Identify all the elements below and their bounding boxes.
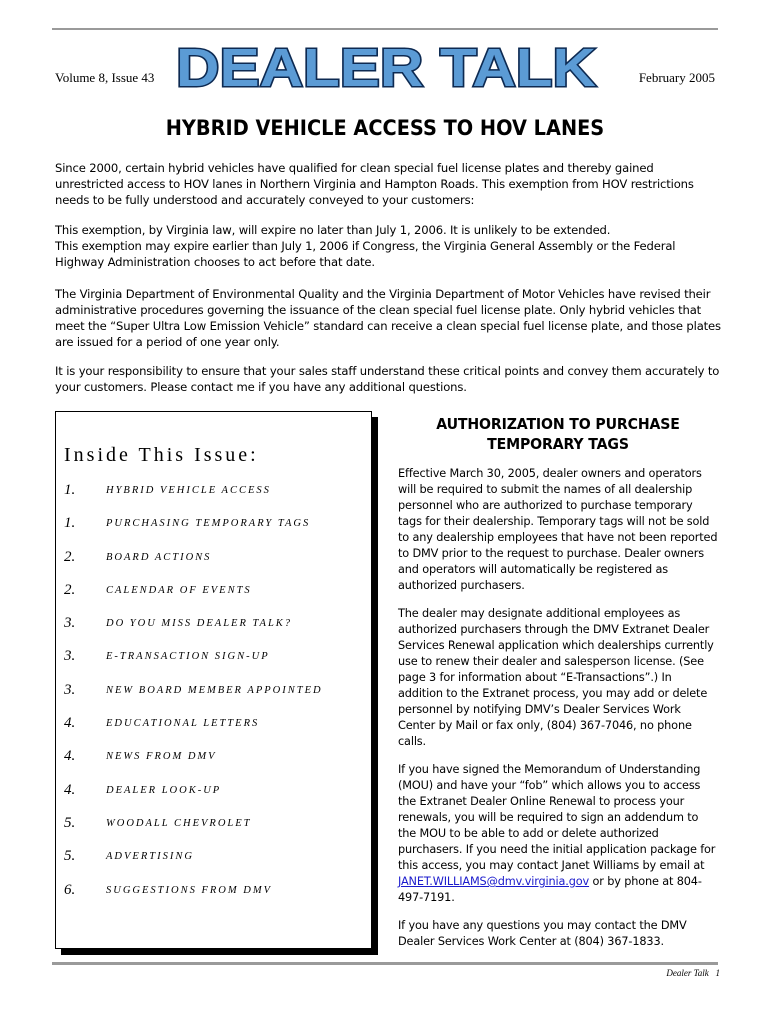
toc-item[interactable] [64, 715, 364, 748]
toc-item[interactable] [64, 582, 364, 615]
footer-publication: Dealer Talk [666, 968, 709, 978]
toc-item-label: E-TRANSACTION SIGN-UP [106, 651, 270, 663]
toc-item-number: 4. [64, 715, 76, 732]
toc-item-number: 3. [64, 648, 76, 665]
toc-item[interactable] [64, 882, 364, 915]
intro-paragraph-3: The Virginia Department of Environmental Quality and the Virginia Department of Motor Vehicles have revised their administrative procedures governing the issuance of the clean special fuel license plate. Only hybrid vehicles that meet the “Super Ultra Low Emission Vehicle” standard can receive a clean special fuel license plate, and those plates are issued for a period of one year only. [55, 287, 721, 349]
toc-item[interactable] [64, 815, 364, 848]
toc-item-number: 3. [64, 681, 76, 698]
volume-issue: Volume 8, Issue 43 [55, 70, 155, 85]
toc-item[interactable] [64, 515, 364, 548]
toc-item[interactable] [64, 748, 364, 781]
article-paragraph: If you have any questions you may contact the DMV Dealer Services Work Center at (804) 367-1833. [398, 919, 687, 948]
janet-williams-email-link[interactable]: JANET.WILLIAMS@dmv.virginia.gov [398, 875, 590, 888]
temporary-tags-article [398, 414, 718, 962]
logo-text: DEALER TALK [176, 38, 596, 98]
toc-item-number: 5. [64, 848, 76, 865]
toc-item-label: EDUCATIONAL LETTERS [106, 718, 260, 730]
toc-item[interactable] [64, 848, 364, 881]
top-rule [52, 28, 718, 30]
intro-paragraph-4: It is your responsibility to ensure that your sales staff understand these critical points and convey them accurately to your customers. Please contact me if you have any additional questions. [55, 364, 720, 394]
toc-list [64, 482, 364, 915]
article-paragraph: The dealer may designate additional employees as authorized purchasers through the DMV Extranet Dealer Services Renewal application which dealerships currently use to renew their dealer and salesperson license. (See page 3 for information about “E-Transactions”.) In addition to the Extranet process, you may add or delete personnel by notifying DMV’s Dealer Services Work Center by Mail or fax only, (804) 367-7046, no phone calls. [398, 607, 714, 748]
toc-item[interactable] [64, 648, 364, 681]
intro-paragraph-1: Since 2000, certain hybrid vehicles have qualified for clean special fuel license plates and thereby gained unrestricted access to HOV lanes in Northern Virginia and Hampton Roads. This exemption from HOV restrictions needs to be fully understood and accurately conveyed to your customers: [55, 161, 694, 207]
toc-item-number: 1. [64, 482, 76, 498]
toc-item-number: 2. [64, 581, 76, 598]
toc-item[interactable] [64, 482, 364, 515]
toc-item-label: NEWS FROM DMV [106, 751, 217, 763]
toc-item-label: CALENDAR OF EVENTS [106, 584, 252, 596]
toc-item-number: 3. [64, 615, 76, 632]
toc-item-label: HYBRID VEHICLE ACCESS [106, 485, 271, 496]
toc-item-number: 6. [64, 881, 76, 898]
toc-item[interactable] [64, 782, 364, 815]
toc-item-number: 4. [64, 748, 76, 765]
article-paragraph: If you have signed the Memorandum of Understanding (MOU) and have your “fob” which allows you to access the Extranet Dealer Online Renewal to process your renewals, you will be required to sign an addendum to the MOU to be able to add or delete authorized purchasers. If you need the initial application package for this access, you may contact Janet Williams by email at JANET.WILLIAMS@dmv.virginia.gov or by phone at 804-497-7191. [398, 763, 716, 904]
toc-item-label: WOODALL CHEVROLET [106, 817, 252, 829]
toc-item[interactable] [64, 615, 364, 648]
article-heading: AUTHORIZATION TO PURCHASE TEMPORARY TAGS [436, 415, 680, 453]
footer-page-number: 1 [715, 968, 720, 978]
bottom-rule [52, 962, 718, 965]
toc-item-label: DEALER LOOK-UP [106, 784, 222, 796]
inside-this-issue-box [55, 411, 372, 949]
article-paragraph: Effective March 30, 2005, dealer owners and operators will be required to submit the names of all dealership personnel who are authorized to purchase temporary tags for their dealership. Temporary tags will not be sold to any dealership employees that have not been reported to DMV prior to the request to purchase. Dealer owners and operators will automatically be registered as authorized purchasers. [398, 467, 718, 592]
page-footer [666, 968, 720, 978]
toc-item[interactable] [64, 549, 364, 582]
toc-title: Inside This Issue: [64, 444, 259, 466]
toc-item-number: 1. [64, 515, 76, 532]
toc-item-label: ADVERTISING [106, 851, 194, 863]
dealer-talk-logo [166, 36, 606, 98]
toc-item-number: 2. [64, 548, 76, 565]
intro-paragraph-2: This exemption, by Virginia law, will expire no later than July 1, 2006. It is unlikely to be extended. This exemption may expire earlier than July 1, 2006 if Congress, the Virginia General Assembly or the Federal Highway Administration chooses to act before that date. [55, 223, 676, 269]
issue-date: February 2005 [638, 70, 715, 85]
toc-item-number: 5. [64, 814, 76, 831]
toc-item-label: SUGGESTIONS FROM DMV [106, 884, 272, 896]
toc-item-label: PURCHASING TEMPORARY TAGS [106, 518, 311, 530]
toc-item[interactable] [64, 682, 364, 715]
toc-item-label: DO YOU MISS DEALER TALK? [106, 618, 293, 630]
toc-item-label: NEW BOARD MEMBER APPOINTED [106, 684, 323, 696]
toc-item-number: 4. [64, 781, 76, 798]
headline: HYBRID VEHICLE ACCESS TO HOV LANES [165, 116, 605, 140]
toc-item-label: BOARD ACTIONS [106, 551, 212, 563]
